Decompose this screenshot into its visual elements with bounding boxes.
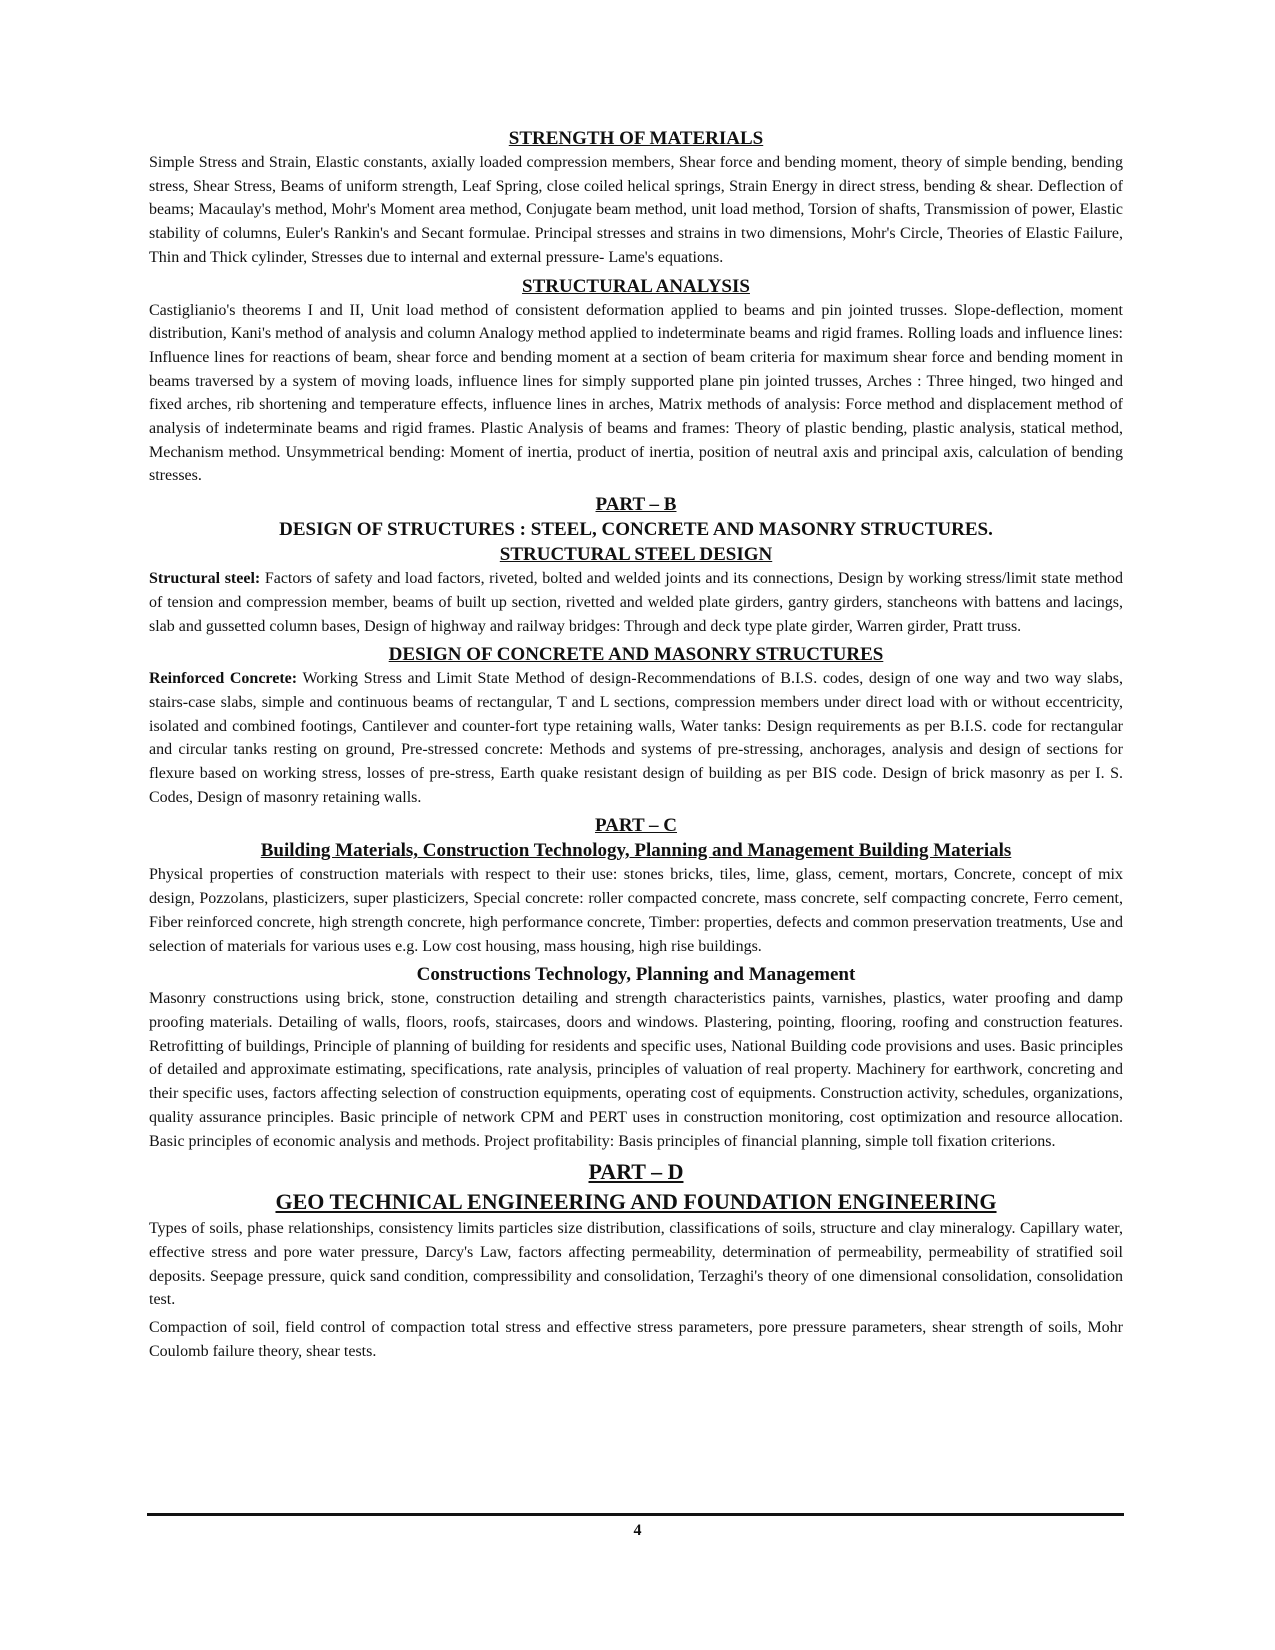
section-title-geotechnical: GEO TECHNICAL ENGINEERING AND FOUNDATION ENGINEERING: [275, 1189, 997, 1215]
section-text-construction-technology: Masonry constructions using brick, stone, construction detailing and strength characteristics paints, varnishes, plastics, water proofing and damp proofing materials. Detailing of walls, floors, roofs, staircases, doors and windows. Plastering, pointing, flooring, roofing and construction features. Retrofitting of buildings, Principle of planning of building for residents and specific uses, National Building code provisions and uses. Basic principles of detailed and approximate estimating, specifications, rate analysis, principles of valuation of real property. Machinery for earthwork, concreting and their specific uses, factors affecting selection of construction equipments, operating cost of equipments. Construction activity, schedules, organizations, quality assurance principles. Basic principle of network CPM and PERT uses in construction monitoring, cost optimization and resource allocation. Basic principles of economic analysis and methods. Project profitability: Basis principles of financial planning, simple toll fixation criterions.: [149, 990, 1123, 1150]
body-reinforced-concrete: Working Stress and Limit State Method of design-Recommendations of B.I.S. codes, design of one way and two way slabs, stairs-case slabs, simple and continuous beams of rectangular, T and L sections, compression members under direct load with or without eccentricity, isolated and combined footings, Cantilever and counter-fort type retaining walls, Water tanks: Design requirements as per B.I.S. code for rectangular and circular tanks resting on ground, Pre-stressed concrete: Methods and systems of pre-stressing, anchorages, analysis and design of sections for flexure based on working stress, losses of pre-stress, Earth quake resistant design of building as per BIS code. Design of brick masonry as per I. S. Codes, Design of masonry retaining walls.: [149, 670, 1123, 806]
footer-rule: [147, 1513, 1124, 1516]
section-text-structural-analysis: Castiglianio's theorems I and II, Unit load method of consistent deformation applied to beams and pin jointed trusses. Slope-deflection, moment distribution, Kani's method of analysis and column Analogy method applied to indeterminate beams and rigid frames. Rolling loads and influence lines: Influence lines for reactions of beam, shear force and bending moment at a section of beam criteria for maximum shear force and bending moment in beams traversed by a system of moving loads, influence lines for simply supported plane pin jointed trusses, Arches : Three hinged, two hinged and fixed arches, rib shortening and temperature effects, influence lines in arches, Matrix methods of analysis: Force method and displacement method of analysis of indeterminate beams and rigid frames. Plastic Analysis of beams and frames: Theory of plastic bending, plastic analysis, statical method, Mechanism method. Unsymmetrical bending: Moment of inertia, product of inertia, position of neutral axis and principal axis, calculation of bending stresses.: [149, 301, 1123, 485]
section-title-structural-analysis: STRUCTURAL ANALYSIS: [522, 275, 750, 297]
design-of-structures-heading: DESIGN OF STRUCTURES : STEEL, CONCRETE AND MASONRY STRUCTURES.: [279, 519, 993, 541]
body-structural-steel: Factors of safety and load factors, riveted, bolted and welded joints and its connections, Design by working stress/limit state method of tension and compression member, beams of built up section, rivetted and welded plate girders, gantry girders, stancheons with battens and lacings, slab and gussetted column bases, Design of highway and railway bridges: Through and deck type plate girder, Warren girder, Pratt truss.: [149, 570, 1123, 635]
page-number: 4: [633, 1522, 642, 1539]
page-content: [149, 126, 1123, 1363]
section-text-building-materials: Physical properties of construction materials with respect to their use: stones bricks, tiles, lime, glass, cement, mortars, Concrete, concept of mix design, Pozzolans, plasticizers, super plasticizers, Special concrete: roller compacted concrete, mass concrete, self compacting concrete, Ferro cement, Fiber reinforced concrete, high strength concrete, high performance concrete, Timber: properties, defects and common preservation treatments, Use and selection of materials for various uses e.g. Low cost housing, mass housing, high rise buildings.: [149, 866, 1123, 955]
section-title-building-materials: Building Materials, Construction Technology, Planning and Management Building Materials: [260, 840, 1012, 862]
section-title-construction-technology: Constructions Technology, Planning and Management: [416, 964, 856, 986]
part-d-heading: PART – D: [588, 1159, 684, 1185]
section-text-geotechnical-1: Types of soils, phase relationships, consistency limits particles size distribution, classifications of soils, structure and clay mineralogy. Capillary water, effective stress and pore water pressure, Darcy's Law, factors affecting permeability, determination of permeability, permeability of stratified soil deposits. Seepage pressure, quick sand condition, compressibility and consolidation, Terzaghi's theory of one dimensional consolidation, consolidation test.: [149, 1220, 1123, 1309]
section-text-geotechnical-2: Compaction of soil, field control of compaction total stress and effective stress parameters, pore pressure parameters, shear strength of soils, Mohr Coulomb failure theory, shear tests.: [149, 1319, 1123, 1360]
lead-structural-steel: Structural steel:: [149, 570, 261, 588]
part-c-heading: PART – C: [594, 815, 678, 837]
section-text-strength-of-materials: Simple Stress and Strain, Elastic constants, axially loaded compression members, Shear force and bending moment, theory of simple bending, bending stress, Shear Stress, Beams of uniform strength, Leaf Spring, close coiled helical springs, Strain Energy in direct stress, bending & shear. Deflection of beams; Macaulay's method, Mohr's Moment area method, Conjugate beam method, unit load method, Torsion of shafts, Transmission of power, Elastic stability of columns, Euler's Rankin's and Secant formulae. Principal stresses and strains in two dimensions, Mohr's Circle, Theories of Elastic Failure, Thin and Thick cylinder, Stresses due to internal and external pressure- Lame's equations.: [149, 154, 1123, 266]
section-title-concrete-masonry: DESIGN OF CONCRETE AND MASONRY STRUCTURES: [388, 644, 884, 666]
lead-reinforced-concrete: Reinforced Concrete:: [149, 670, 298, 688]
section-text-concrete-masonry: [149, 667, 1123, 809]
section-title-strength-of-materials: STRENGTH OF MATERIALS: [508, 128, 764, 149]
part-b-heading: PART – B: [595, 494, 677, 516]
section-text-structural-steel-design: [149, 567, 1123, 638]
section-title-structural-steel-design: STRUCTURAL STEEL DESIGN: [499, 544, 773, 566]
